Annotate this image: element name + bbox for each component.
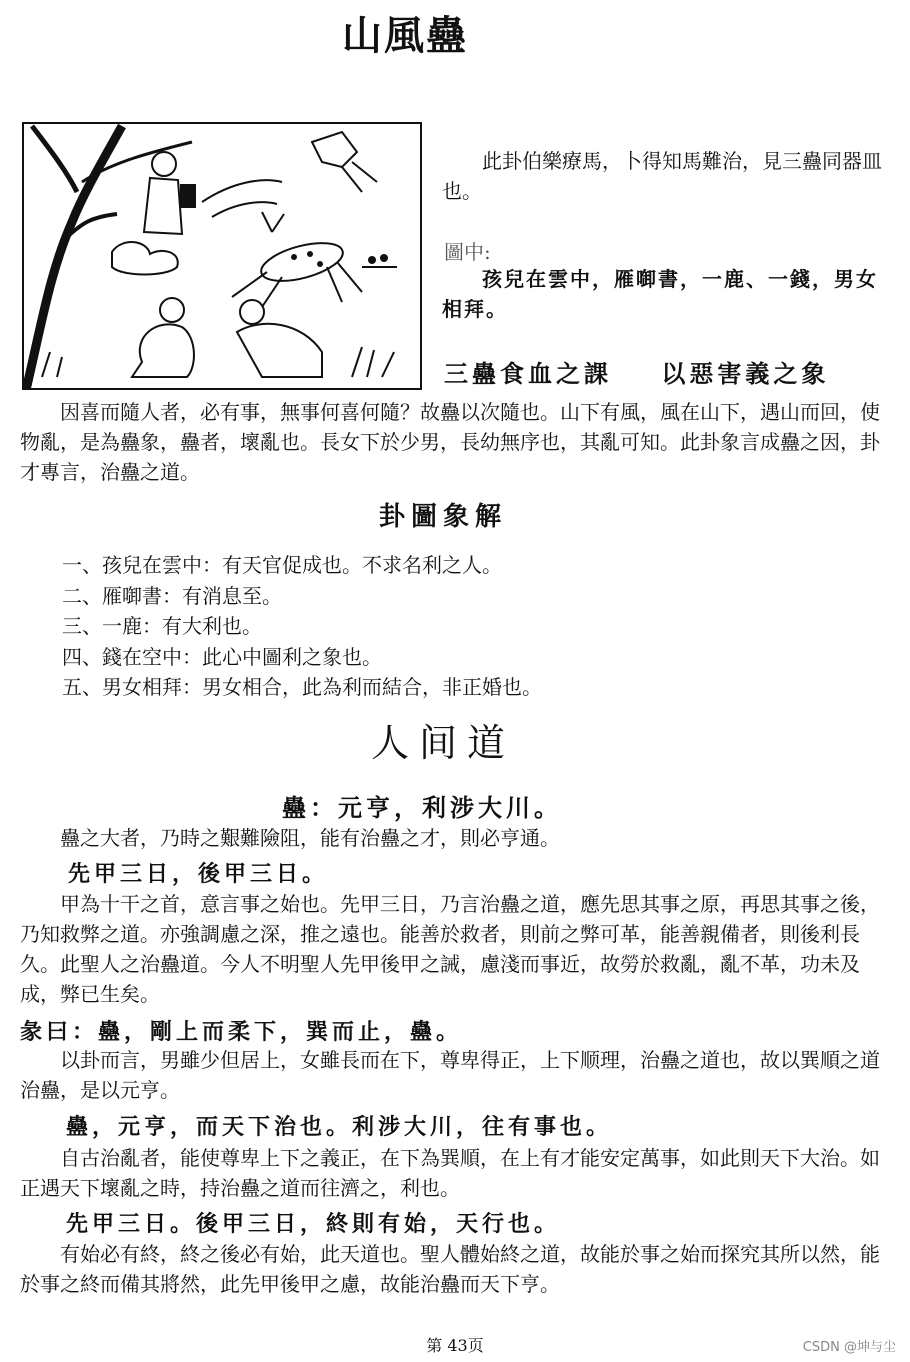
paragraph: 以卦而言，男雖少但居上，女雖長而在下，尊卑得正，上下顺理，治蠱之道也，故以巽順之道治蠱，是以元亨。	[20, 1048, 880, 1102]
watermark: CSDN @坤与尘	[802, 1340, 896, 1355]
quote-zhong-ze-you-shi: 先甲三日。後甲三日，終則有始，天行也。	[66, 1211, 561, 1237]
quote-xian-jia: 先甲三日，後甲三日。	[68, 861, 329, 887]
intro-paragraph: 因喜而隨人者，必有事，無事何喜何隨？故蠱以次隨也。山下有風，風在山下，遇山而回，使物亂，是為蠱象，蠱者，壞亂也。長女下於少男，長幼無序也，其亂可知。此卦象言成蠱之因，卦才專言，治蠱之道。	[20, 400, 880, 484]
paragraph: 甲為十干之首，意言事之始也。先甲三日，乃言治蠱之道，應先思其事之原，再思其事之後，乃知救弊之道。亦強調慮之深，推之遠也。能善於救者，則前之弊可革，能善親備者，則後利長久。此聖人之治蠱道。今人不明聖人先甲後甲之誡，慮淺而事近，故勞於救亂，亂不革，功未及成，弊已生矣。	[20, 892, 880, 1006]
paragraph: 有始必有終，終之後必有始，此天道也。聖人體始終之道，故能於事之始而探究其所以然，能於事之終而備其將然，此先甲後甲之慮，故能治蠱而天下亨。	[20, 1242, 880, 1296]
list-item: 五、男女相拜：男女相合，此為利而結合，非正婚也。	[62, 675, 542, 699]
figure-label: 圖中:	[444, 240, 491, 264]
section-heading-gua-tu: 卦圖象解	[378, 502, 507, 532]
quote-tuan-yue: 彖曰：蠱，剛上而柔下，巽而止，蠱。	[20, 1019, 463, 1045]
list-item: 二、雁啣書：有消息至。	[62, 583, 282, 608]
page-title: 山風蠱	[342, 12, 468, 59]
section-heading-ren-jian-dao: 人间道	[370, 721, 515, 765]
quote-gu-yuan-heng: 蠱，元亨，而天下治也。利涉大川，往有事也。	[66, 1114, 613, 1140]
list-item: 三、一鹿：有大利也。	[62, 614, 262, 638]
list-item: 四、錢在空中：此心中圖利之象也。	[62, 644, 382, 669]
figure-explanation-list	[62, 550, 542, 703]
lesson-heading: 三蠱食血之課 以惡害義之象	[444, 359, 830, 388]
quote-gu: 蠱：元亨，利涉大川。	[282, 793, 562, 822]
paragraph: 自古治亂者，能使尊卑上下之義正，在下為巽順，在上有才能安定萬事，如此則天下大治。如正遇天下壞亂之時，持治蠱之道而往濟之，利也。	[20, 1146, 880, 1200]
hexagram-illustration	[22, 122, 422, 390]
intro-text: 此卦伯樂療馬，卜得知馬難治，見三蠱同器皿也。	[442, 149, 882, 203]
paragraph: 蠱之大者，乃時之艱難險阻，能有治蠱之才，則必亨通。	[60, 826, 560, 850]
list-item: 一、孩兒在雲中：有天官促成也。不求名利之人。	[62, 553, 502, 577]
figure-content: 孩兒在雲中，雁啣書，一鹿、一錢，男女相拜。	[442, 267, 878, 321]
page-number: 第 43页	[426, 1336, 484, 1355]
